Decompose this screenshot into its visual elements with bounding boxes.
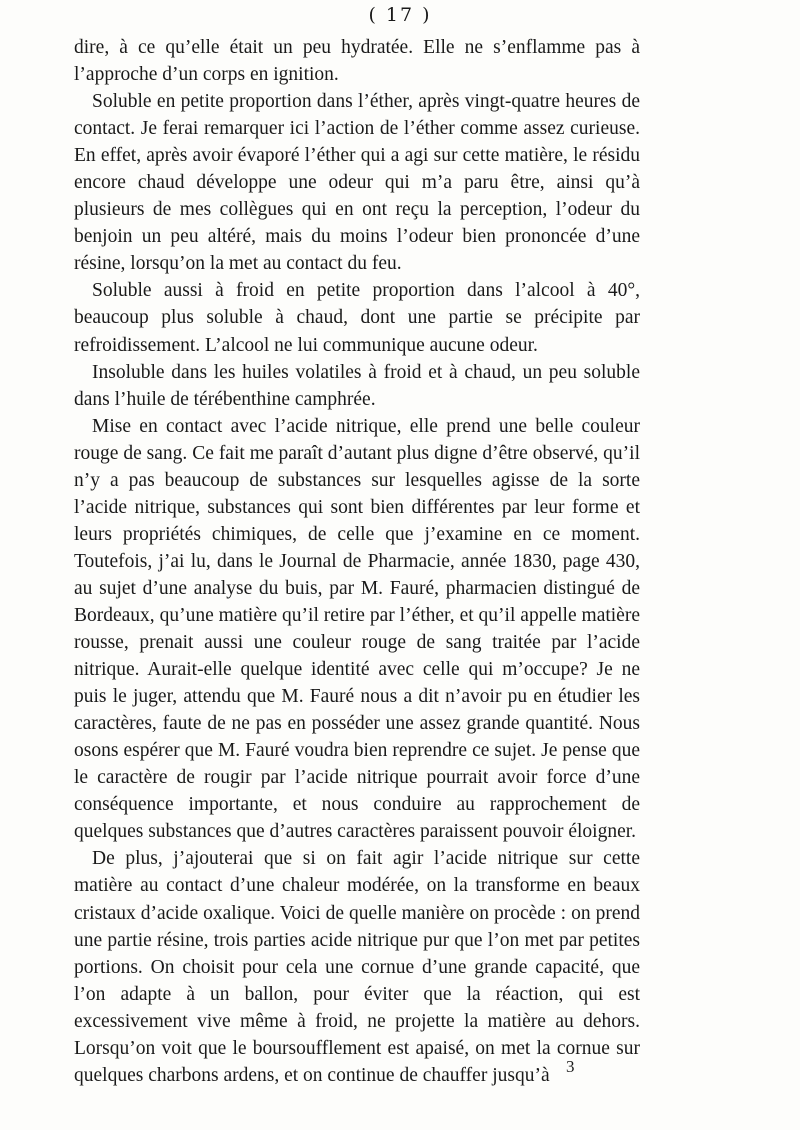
paragraph: dire, à ce qu’elle était un peu hydratée. Elle ne s’enflamme pas à l’approche d’un corps en ignition. <box>74 37 640 86</box>
body-text <box>74 34 640 1089</box>
page-number-header: ( 17 ) <box>368 4 432 26</box>
paragraph: Soluble en petite proportion dans l’éther, après vingt-quatre heures de contact. Je ferai remarquer ici l’action de l’éther comme assez curieuse. En effet, après avoir évaporé l’éther qui a agi sur cette matière, le résidu encore chaud développe une odeur qui m’a paru être, ainsi qu’à plusieurs de mes collègues qui en ont reçu la perception, l’odeur du benjoin un peu altéré, mais du moins l’odeur bien prononcée d’une résine, lorsqu’on la met au contact du feu. <box>74 91 640 275</box>
paragraph: De plus, j’ajouterai que si on fait agir l’acide nitrique sur cette matière au contact d’une chaleur modérée, on la transforme en beaux cristaux d’acide oxalique. Voici de quelle manière on procède : on prend une partie résine, trois parties acide nitrique pur que l’on met par petites portions. On choisit pour cela une cornue d’une grande capacité, que l’on adapte à un ballon, pour éviter que la réaction, qui est excessivement vive même à froid, ne projette la matière au dehors. Lorsqu’on voit que le boursoufflement est apaisé, on met la cornue sur quelques charbons ardens, et on continue de chauffer jusqu’à <box>74 848 640 1086</box>
paragraph: Insoluble dans les huiles volatiles à froid et à chaud, un peu soluble dans l’huile de térébenthine camphrée. <box>74 361 640 410</box>
signature-mark: 3 <box>566 1057 575 1076</box>
paragraph: Soluble aussi à froid en petite proportion dans l’alcool à 40°, beaucoup plus soluble à chaud, dont une partie se précipite par refroidissement. L’alcool ne lui communique aucune odeur. <box>74 280 640 356</box>
paragraph: Mise en contact avec l’acide nitrique, elle prend une belle couleur rouge de sang. Ce fait me paraît d’autant plus digne d’être observé, qu’il n’y a pas beaucoup de substances sur lesquelles agisse de la sorte l’acide nitrique, substances qui sont bien différentes par leur forme et leurs propriétés chimiques, de celle que j’examine en ce moment. Toutefois, j’ai lu, dans le Journal de Pharmacie, année 1830, page 430, au sujet d’une analyse du buis, par M. Fauré, pharmacien distingué de Bordeaux, qu’une matière qu’il retire par l’éther, et qu’il appelle matière rousse, prenait aussi une couleur rouge de sang traitée par l’acide nitrique. Aurait-elle quelque identité avec celle qui m’occupe? Je ne puis le juger, attendu que M. Fauré nous a dit n’avoir pu en étudier les caractères, faute de ne pas en posséder une assez grande quantité. Nous osons espérer que M. Fauré voudra bien reprendre ce sujet. Je pense que le caractère de rougir par l’acide nitrique pourrait avoir force d’une conséquence importante, et nous conduire au rapprochement de quelques substances que d’autres caractères paraissent pouvoir éloigner. <box>74 415 640 843</box>
